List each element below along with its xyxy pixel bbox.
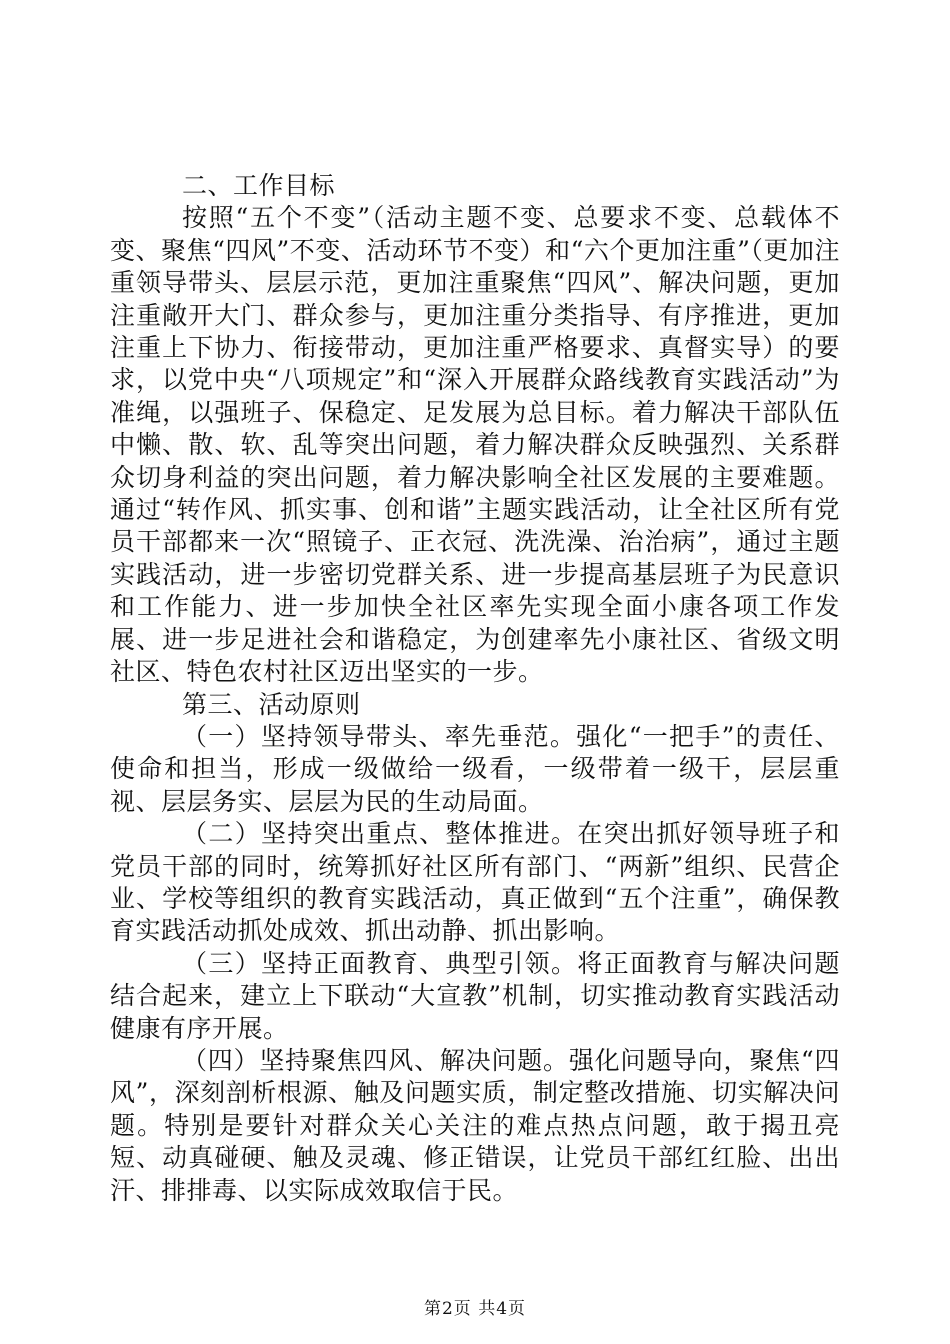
paragraph-principle-3: （三）坚持正面教育、典型引领。将正面教育与解决问题结合起来，建立上下联动“大宣教”机制，切实推动教育实践活动健康有序开展。 <box>110 948 840 1043</box>
paragraph-principle-4: （四）坚持聚焦四风、解决问题。强化问题导向，聚焦“四风”，深刻剖析根源、触及问题实质，制定整改措施、切实解决问题。特别是要针对群众关心关注的难点热点问题，敢于揭丑亮短、动真碰硬、触及灵魂、修正错误，让党员干部红红脸、出出汗、排排毒、以实际成效取信于民。 <box>110 1045 840 1205</box>
paragraph-principle-2: （二）坚持突出重点、整体推进。在突出抓好领导班子和党员干部的同时，统筹抓好社区所有部门、“两新”组织、民营企业、学校等组织的教育实践活动，真正做到“五个注重”，确保教育实践活动抓处成效、抓出动静、抓出影响。 <box>110 819 840 946</box>
page-number-footer: 第2页 共4页 <box>423 1299 527 1319</box>
document-body <box>110 170 840 1207</box>
paragraph-principle-1: （一）坚持领导带头、率先垂范。强化“一把手”的责任、使命和担当，形成一级做给一级看，一级带着一级干，层层重视、层层务实、层层为民的生动局面。 <box>110 721 840 816</box>
paragraph-goals: 按照“五个不变”（活动主题不变、总要求不变、总载体不变、聚焦“四风”不变、活动环节不变）和“六个更加注重”（更加注重领导带头、层层示范，更加注重聚焦“四风”、解决问题，更加注重敞开大门、群众参与，更加注重分类指导、有序推进，更加注重上下协力、衔接带动，更加注重严格要求、真督实导）的要求，以党中央“八项规定”和“深入开展群众路线教育实践活动”为准绳，以强班子、保稳定、足发展为总目标。着力解决干部队伍中懒、散、软、乱等突出问题，着力解决群众反映强烈、关系群众切身利益的突出问题，着力解决影响全社区发展的主要难题。通过“转作风、抓实事、创和谐”主题实践活动，让全社区所有党员干部都来一次“照镜子、正衣冠、洗洗澡、治治病”，通过主题实践活动，进一步密切党群关系、进一步提高基层班子为民意识和工作能力、进一步加快全社区率先实现全面小康各项工作发展、进一步足进社会和谐稳定，为创建率先小康社区、省级文明社区、特色农村社区迈出坚实的一步。 <box>110 203 840 687</box>
section-heading-goals: 二、工作目标 <box>182 171 336 200</box>
section-heading-principles: 第三、活动原则 <box>182 689 361 719</box>
